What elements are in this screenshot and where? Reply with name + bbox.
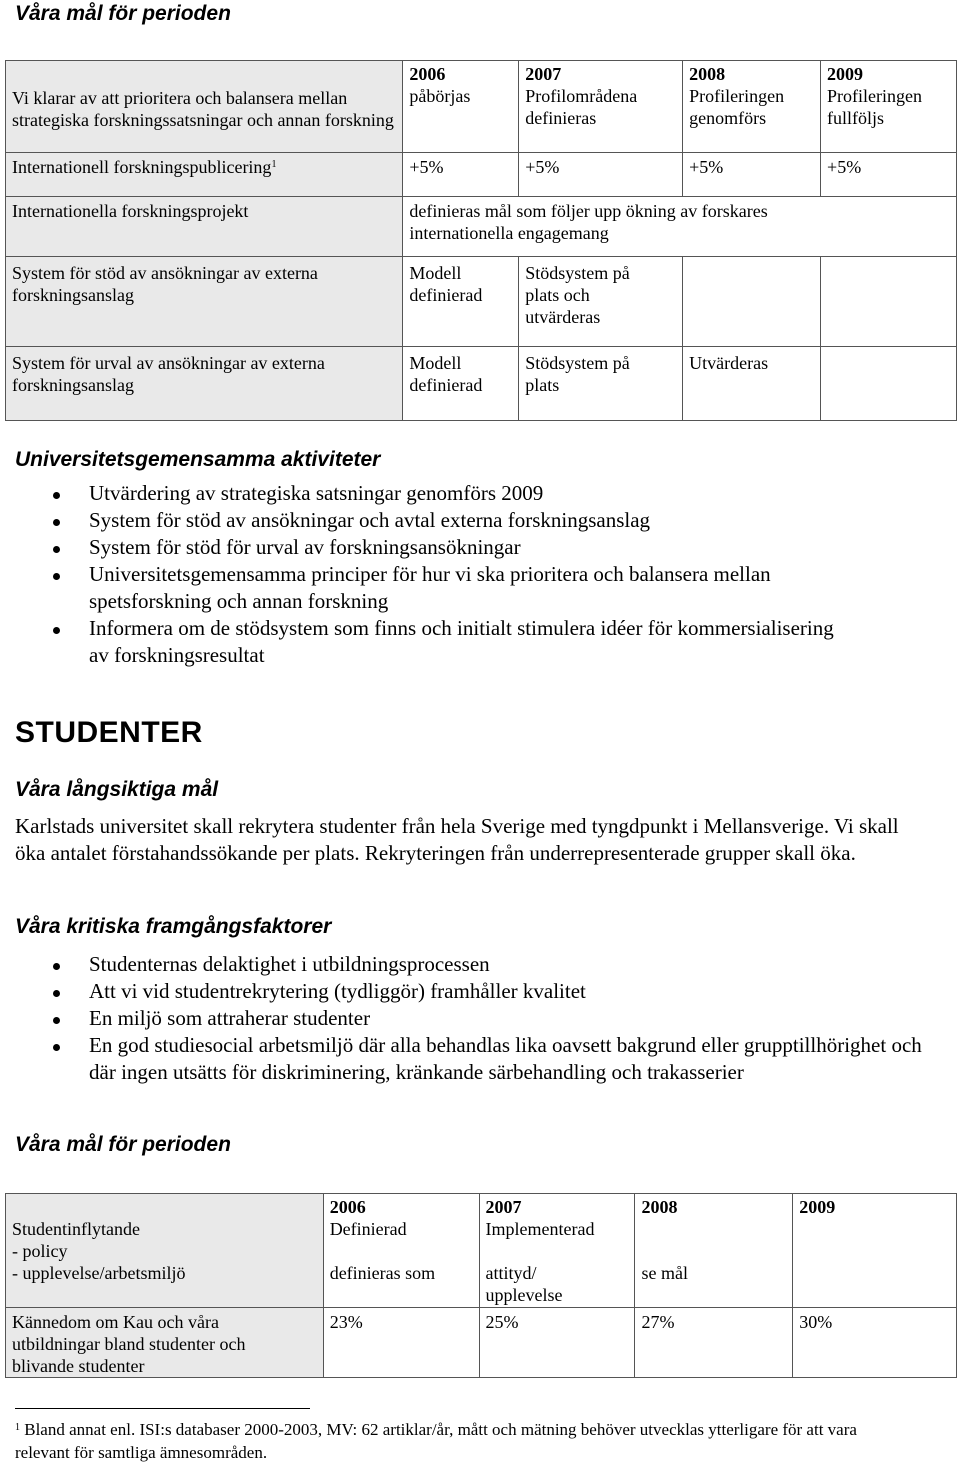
row-label: Studentinflytande - policy - upplevelse/arbetsmiljö [6,1194,324,1308]
table-cell: Utvärderas [683,347,821,421]
table-cell: 2006 Definierad definieras som [323,1194,479,1308]
bullet-icon [53,519,60,526]
row-label: Internationell forskningspublicering$^1$ [6,153,403,197]
table-cell: 23% [323,1308,479,1378]
table-cell: +5% [403,153,519,197]
table-cell: 2007 Profilområdena definieras [519,61,683,153]
footnote: $^1$ Bland annat enl. ISI:s databaser 2000-2003, MV: 62 artiklar/år, mått och mätning behöver utvecklas ytterligare för att vara relevant för samtliga ämnesområden. [15,1420,857,1462]
univ-activities-list [15,480,895,669]
list-item: System för stöd för urval av forskningsansökningar [15,534,895,561]
table-cell: Modell definierad [403,347,519,421]
bullet-icon [53,963,60,970]
bullet-icon [53,1044,60,1051]
student-goals-table [5,1193,957,1378]
list-item: Utvärdering av strategiska satsningar genomförs 2009 [15,480,895,507]
section-heading-univ-activities: Universitetsgemensamma aktiviteter [15,448,381,471]
bullet-icon [53,492,60,499]
table-cell: 25% [479,1308,635,1378]
bullet-icon [53,627,60,634]
longterm-goals-text: Karlstads universitet skall rekrytera studenter från hela Sverige med tyngdpunkt i Mellansverige. Vi skall öka antalet förstahandssökande per plats. Rekryteringen från underrepresenterade grupper skall öka. [15,814,899,865]
table-cell: 2008 Profileringen genomförs [683,61,821,153]
list-item: En god studiesocial arbetsmiljö där alla behandlas lika oavsett bakgrund eller grupptillhörighet och där ingen utsätts för diskriminering, kränkande särbehandling och trakasserier [15,1032,945,1086]
table-cell: 27% [635,1308,793,1378]
row-label: Internationella forskningsprojekt [6,197,403,257]
research-goals-table [5,60,957,421]
table-cell: 30% [793,1308,957,1378]
table-cell: 2007 Implementerad attityd/ upplevelse [479,1194,635,1308]
list-item: Universitetsgemensamma principer för hur vi ska prioritera och balansera mellan spetsforskning och annan forskning [15,561,849,615]
list-item: System för stöd av ansökningar och avtal externa forskningsanslag [15,507,895,534]
section-heading-students: STUDENTER [15,716,203,749]
row-label: Kännedom om Kau och våra utbildningar bland studenter och blivande studenter [6,1308,324,1378]
table-row [6,197,957,257]
table-row [6,347,957,421]
bullet-icon [53,1017,60,1024]
list-item: Att vi vid studentrekrytering (tydliggör) framhåller kvalitet [15,978,945,1005]
list-item: En miljö som attraherar studenter [15,1005,945,1032]
table-row [6,1194,957,1308]
bullet-icon [53,546,60,553]
table-cell: Stödsystem på plats och utvärderas [519,257,683,347]
success-factors-list [15,951,945,1086]
table-cell: 2008 se mål [635,1194,793,1308]
table-cell [683,257,821,347]
row-label: Vi klarar av att prioritera och balansera mellan strategiska forskningssatsningar och annan forskning [6,61,403,153]
table-cell [821,257,957,347]
bullet-icon [53,573,60,580]
table-row [6,153,957,197]
footnote-divider [15,1408,310,1409]
table-cell: Stödsystem på plats [519,347,683,421]
table-cell: 2009 Profileringen fullföljs [821,61,957,153]
list-item: Informera om de stödsystem som finns och initialt stimulera idéer för kommersialisering av forskningsresultat [15,615,849,669]
section-heading-goals: Våra mål för perioden [15,2,231,25]
row-label: System för urval av ansökningar av externa forskningsanslag [6,347,403,421]
table-cell: 2006 påbörjas [403,61,519,153]
table-cell [821,347,957,421]
table-cell: Modell definierad [403,257,519,347]
table-row [6,61,957,153]
table-row [6,257,957,347]
list-item: Studenternas delaktighet i utbildningsprocessen [15,951,945,978]
table-cell: +5% [519,153,683,197]
table-cell: +5% [821,153,957,197]
section-heading-longterm-goals: Våra långsiktiga mål [15,778,219,801]
table-row [6,1308,957,1378]
section-heading-success-factors: Våra kritiska framgångsfaktorer [15,915,332,938]
bullet-icon [53,990,60,997]
table-cell: definieras mål som följer upp ökning av forskares internationella engagemang [403,197,957,257]
table-cell: +5% [683,153,821,197]
row-label: System för stöd av ansökningar av externa forskningsanslag [6,257,403,347]
section-heading-goals-2: Våra mål för perioden [15,1133,231,1156]
table-cell: 2009 [793,1194,957,1308]
